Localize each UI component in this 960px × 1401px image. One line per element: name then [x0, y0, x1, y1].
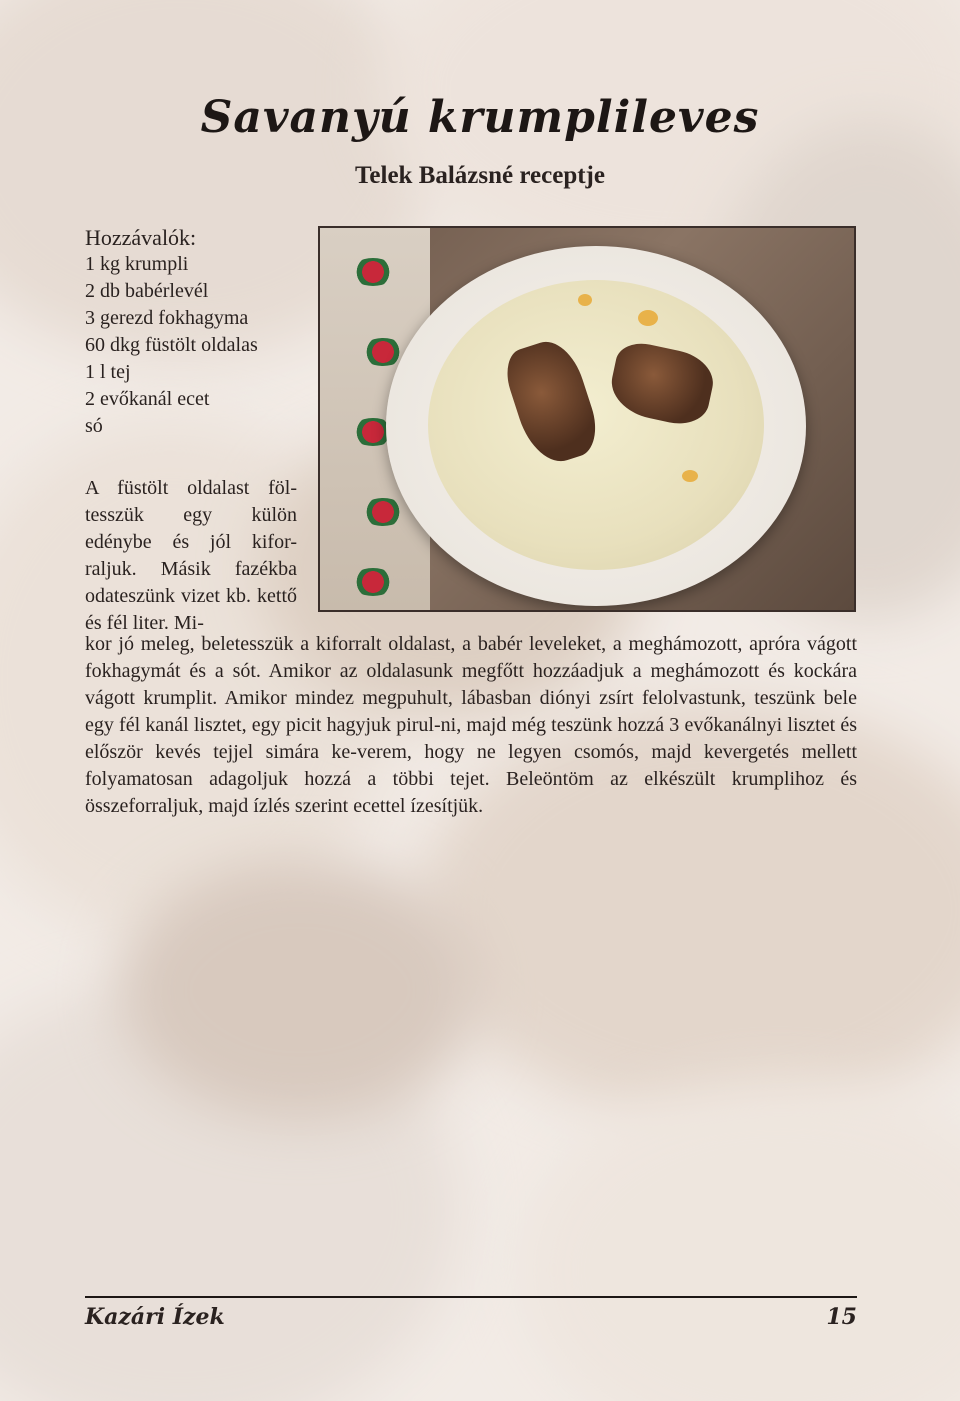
ingredient-item: só [85, 415, 103, 437]
soup-photo [318, 226, 856, 612]
method-text-start: A füstölt oldalast föl-tesszük egy külön edénybe és jól kifor-raljuk. Másik fazékba odateszünk vizet kb. kettő és fél liter. Mi- [85, 477, 297, 634]
ingredient-item: 1 kg krumpli [85, 253, 189, 275]
ingredients-list [85, 251, 310, 440]
recipe-title: Savanyú krumplileves [200, 92, 760, 143]
soup-surface [428, 280, 764, 570]
ingredient-item: 2 evőkanál ecet [85, 388, 210, 410]
footer-book-title: Kazári Ízek [85, 1304, 225, 1330]
ingredient-item: 3 gerezd fokhagyma [85, 307, 249, 329]
ingredients-heading: Hozzávalók: [85, 225, 197, 250]
method-text-continued: kor jó meleg, beletesszük a kiforralt oldalast, a babér leveleket, a meghámozott, apróra vágott fokhagymát és a sót. Amikor az oldalasunk megfőtt hozzáadjuk a meghámozott és kockára vágott krumplit. Amikor mindez megpuhult, lábasban diónyi zsírt felolvastunk, teszünk bele egy fél kanál lisztet, egy picit hagyjuk pirul-ni, majd még teszünk hozzá 3 evőkanálnyi lisztet és először kevés tejjel simára ke-verem, hogy ne legyen csomós, majd kevergetés mellett folyamatosan adagoljuk hozzá a többi tejet. Beleöntöm az elkészült krumplihoz és összeforraljuk, majd ízlés szerint ecettel ízesítjük. [85, 633, 857, 817]
ingredient-item: 60 dkg füstölt oldalas [85, 334, 258, 356]
ingredient-item: 2 db babérlevél [85, 280, 209, 302]
recipe-author: Telek Balázsné receptje [355, 162, 605, 189]
footer-divider [85, 1296, 857, 1298]
ingredients-section [85, 224, 310, 440]
page-number: 15 [826, 1304, 857, 1330]
ingredient-item: 1 l tej [85, 361, 131, 383]
